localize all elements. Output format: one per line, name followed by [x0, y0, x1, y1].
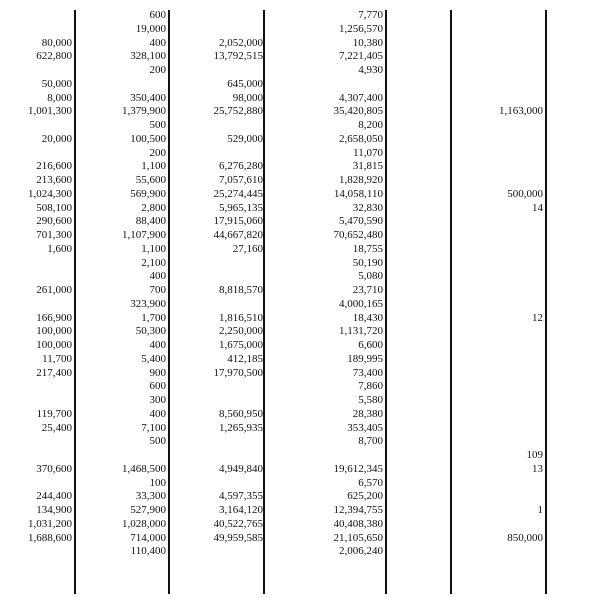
table-cell: 4,307,400 [339, 91, 383, 104]
table-cell: 500 [149, 119, 166, 131]
table-row [0, 202, 600, 216]
table-cell: 166,900 [36, 311, 72, 324]
table-row [0, 50, 600, 64]
table-cell: 508,100 [36, 201, 72, 214]
table-cell: 645,000 [227, 77, 263, 90]
table-cell: 5,580 [358, 394, 383, 406]
table-row [0, 37, 600, 51]
table-cell: 50,000 [41, 77, 72, 90]
table-cell [170, 394, 263, 408]
table-cell [450, 174, 543, 188]
table-cell: 8,818,570 [219, 284, 263, 296]
table-cell [0, 64, 72, 78]
table-cell [450, 325, 543, 339]
table-row [0, 339, 600, 353]
table-cell: 11,700 [42, 352, 72, 365]
table-cell: 40,522,765 [213, 517, 263, 530]
table-cell [0, 435, 72, 449]
table-cell [80, 449, 166, 463]
table-cell: 3,164,120 [219, 504, 263, 516]
table-cell: 350,400 [130, 91, 166, 104]
table-cell: 2,800 [141, 201, 166, 214]
table-cell: 2,658,050 [339, 132, 383, 145]
table-cell [450, 119, 543, 133]
table-cell: 12,394,755 [333, 504, 383, 516]
table-cell: 8,200 [358, 119, 383, 131]
table-cell: 31,815 [352, 160, 383, 173]
table-cell: 300 [149, 394, 166, 406]
table-cell [170, 435, 263, 449]
table-cell: 33,300 [135, 490, 166, 503]
table-cell [170, 270, 263, 284]
table-cell [0, 257, 72, 271]
table-cell: 18,755 [352, 242, 383, 255]
table-cell: 14 [532, 201, 543, 214]
table-cell [0, 477, 72, 491]
table-cell [0, 9, 72, 23]
table-row [0, 64, 600, 78]
table-cell: 109 [526, 449, 543, 461]
table-row [0, 257, 600, 271]
table-cell: 400 [149, 339, 166, 351]
table-row [0, 518, 600, 532]
table-row [0, 243, 600, 257]
table-cell [450, 518, 543, 532]
table-cell: 100 [149, 476, 166, 489]
table-cell: 27,160 [232, 242, 263, 255]
table-cell: 32,830 [352, 201, 383, 214]
table-cell: 50,190 [352, 256, 383, 269]
table-cell [170, 298, 263, 312]
table-cell: 1,828,920 [339, 174, 383, 186]
table-cell: 35,420,805 [333, 105, 383, 118]
table-cell: 500,000 [507, 187, 543, 200]
table-cell [268, 78, 383, 92]
table-cell: 850,000 [507, 531, 543, 544]
table-cell: 328,100 [130, 50, 166, 63]
table-cell: 2,100 [141, 256, 166, 269]
table-cell: 20,000 [41, 132, 72, 145]
table-cell [170, 64, 263, 78]
table-cell [450, 23, 543, 37]
table-cell: 1,379,900 [122, 105, 166, 118]
table-cell: 7,221,405 [339, 50, 383, 63]
table-cell [450, 408, 543, 422]
table-cell: 49,959,585 [213, 531, 263, 544]
table-cell: 19,612,345 [333, 462, 383, 475]
table-cell: 12 [532, 311, 543, 324]
table-row [0, 422, 600, 436]
table-cell: 600 [149, 380, 166, 393]
table-cell: 189,995 [347, 352, 383, 365]
table-cell: 2,052,000 [219, 36, 263, 49]
table-row [0, 408, 600, 422]
table-cell: 1,100 [141, 242, 166, 255]
table-cell: 353,405 [347, 421, 383, 434]
table-cell: 110,400 [130, 545, 166, 558]
table-cell: 244,400 [36, 490, 72, 503]
table-cell: 5,965,135 [219, 201, 263, 214]
table-row [0, 367, 600, 381]
table-cell: 1,688,600 [28, 531, 72, 544]
table-cell: 70,652,480 [333, 229, 383, 241]
table-cell: 55,600 [135, 174, 166, 186]
table-cell: 529,000 [227, 132, 263, 145]
table-cell: 134,900 [36, 504, 72, 516]
table-cell: 622,800 [36, 50, 72, 63]
table-row [0, 119, 600, 133]
table-row [0, 353, 600, 367]
table-cell [0, 449, 72, 463]
table-cell: 6,570 [358, 476, 383, 489]
table-row [0, 105, 600, 119]
table-cell: 1,031,200 [28, 517, 72, 530]
table-row [0, 78, 600, 92]
table-cell [450, 298, 543, 312]
table-cell [170, 449, 263, 463]
table-row [0, 215, 600, 229]
table-cell [0, 380, 72, 394]
table-row [0, 9, 600, 23]
table-cell [170, 257, 263, 271]
table-cell: 370,600 [36, 462, 72, 475]
table-cell [450, 394, 543, 408]
table-cell: 261,000 [36, 284, 72, 296]
table-cell: 200 [149, 64, 166, 76]
table-cell: 714,000 [130, 531, 166, 544]
table-cell [450, 92, 543, 106]
table-row [0, 394, 600, 408]
table-cell [170, 147, 263, 161]
table-cell: 1,100 [141, 160, 166, 173]
table-cell: 73,400 [352, 366, 383, 379]
table-cell: 217,400 [36, 366, 72, 379]
table-cell: 4,949,840 [219, 462, 263, 475]
table-cell: 1,028,000 [122, 517, 166, 530]
table-cell: 5,080 [358, 270, 383, 283]
table-cell: 200 [149, 146, 166, 159]
table-cell: 6,276,280 [219, 160, 263, 173]
table-cell: 700 [149, 284, 166, 296]
table-cell: 100,000 [36, 325, 72, 338]
table-cell: 17,970,500 [213, 366, 263, 379]
table-cell: 80,000 [41, 36, 72, 49]
table-cell [450, 545, 543, 559]
table-row [0, 325, 600, 339]
table-cell [450, 78, 543, 92]
table-cell: 1,024,300 [28, 187, 72, 200]
table-cell: 13,792,515 [213, 50, 263, 63]
table-row [0, 449, 600, 463]
table-cell: 25,274,445 [213, 187, 263, 200]
table-cell: 1,001,300 [28, 105, 72, 118]
table-cell [0, 270, 72, 284]
table-cell [268, 449, 383, 463]
table-cell: 1,163,000 [499, 105, 543, 118]
table-cell: 625,200 [347, 490, 383, 503]
table-cell [450, 270, 543, 284]
table-cell: 11,070 [353, 146, 383, 159]
table-cell: 4,930 [358, 64, 383, 76]
table-cell: 2,250,000 [219, 325, 263, 338]
table-cell: 216,600 [36, 160, 72, 173]
table-row [0, 188, 600, 202]
table-cell: 1,700 [141, 311, 166, 324]
table-cell [450, 435, 543, 449]
table-cell: 1 [537, 504, 543, 516]
table-cell: 19,000 [135, 22, 166, 35]
table-cell [80, 78, 166, 92]
table-row [0, 229, 600, 243]
table-row [0, 463, 600, 477]
table-cell [450, 367, 543, 381]
table-cell: 400 [149, 36, 166, 49]
table-cell: 412,185 [227, 352, 263, 365]
table-cell [450, 477, 543, 491]
table-row [0, 160, 600, 174]
table-cell [170, 23, 263, 37]
table-cell: 290,600 [36, 215, 72, 228]
table-cell: 100,500 [130, 132, 166, 145]
table-cell: 28,380 [352, 407, 383, 420]
table-cell: 323,900 [130, 297, 166, 310]
table-cell: 13 [532, 462, 543, 475]
table-row [0, 490, 600, 504]
table-cell: 5,470,590 [339, 215, 383, 228]
table-cell [0, 147, 72, 161]
table-cell: 7,100 [141, 421, 166, 434]
table-cell: 701,300 [36, 229, 72, 241]
table-cell: 14,058,110 [333, 187, 383, 200]
table-cell: 1,256,570 [339, 22, 383, 35]
table-cell: 1,107,900 [122, 229, 166, 241]
table-cell: 50,300 [135, 325, 166, 338]
table-cell: 400 [149, 270, 166, 283]
table-row [0, 23, 600, 37]
table-cell: 17,915,060 [213, 215, 263, 228]
table-cell: 500 [149, 435, 166, 448]
table-row [0, 532, 600, 546]
table-cell [450, 243, 543, 257]
table-cell: 2,006,240 [339, 545, 383, 558]
table-cell: 569,900 [130, 187, 166, 200]
table-cell: 4,597,355 [219, 490, 263, 503]
table-cell: 7,770 [358, 9, 383, 21]
table-cell: 1,675,000 [219, 339, 263, 351]
table-row [0, 477, 600, 491]
table-cell: 98,000 [232, 91, 263, 104]
table-cell [170, 9, 263, 23]
table-cell [450, 215, 543, 229]
table-cell: 7,860 [358, 380, 383, 393]
table-cell: 1,816,510 [219, 311, 263, 324]
table-cell: 4,000,165 [339, 297, 383, 310]
table-cell: 40,408,380 [333, 517, 383, 530]
table-cell: 7,057,610 [219, 174, 263, 186]
table-cell: 8,000 [47, 91, 72, 104]
table-cell [450, 160, 543, 174]
table-cell: 5,400 [141, 352, 166, 365]
table-cell [450, 50, 543, 64]
table-cell: 18,430 [352, 311, 383, 324]
table-row [0, 147, 600, 161]
table-cell [450, 9, 543, 23]
table-row [0, 298, 600, 312]
table-row [0, 92, 600, 106]
table-cell [450, 229, 543, 243]
table-cell: 1,600 [47, 242, 72, 255]
table-row [0, 174, 600, 188]
table-row [0, 545, 600, 559]
table-cell: 8,560,950 [219, 407, 263, 420]
table-cell: 213,600 [36, 174, 72, 186]
table-cell: 44,667,820 [213, 229, 263, 241]
table-row [0, 312, 600, 326]
table-cell [0, 545, 72, 559]
table-cell [0, 119, 72, 133]
table-cell [450, 353, 543, 367]
table-cell: 6,600 [358, 339, 383, 351]
table-cell: 10,380 [352, 36, 383, 49]
table-cell: 1,468,500 [122, 462, 166, 475]
table-cell: 88,400 [135, 215, 166, 228]
table-row [0, 380, 600, 394]
table-row [0, 270, 600, 284]
table-cell: 527,900 [130, 504, 166, 516]
table-cell [450, 284, 543, 298]
table-row [0, 284, 600, 298]
table-cell: 25,752,880 [213, 105, 263, 118]
table-cell [0, 394, 72, 408]
table-cell [450, 133, 543, 147]
table-cell [450, 147, 543, 161]
table-cell [450, 380, 543, 394]
table-cell [450, 257, 543, 271]
table-cell [450, 339, 543, 353]
table-cell [170, 477, 263, 491]
table-cell: 900 [149, 366, 166, 379]
table-cell: 100,000 [36, 339, 72, 351]
table-cell: 8,700 [358, 435, 383, 448]
table-cell: 600 [149, 9, 166, 21]
table-cell [450, 64, 543, 78]
table-cell: 25,400 [41, 421, 72, 434]
table-cell: 1,265,935 [219, 421, 263, 434]
table-cell: 21,105,650 [333, 531, 383, 544]
table-cell [0, 298, 72, 312]
table-cell: 400 [149, 407, 166, 420]
table-cell [170, 545, 263, 559]
table-row [0, 504, 600, 518]
data-table [0, 9, 600, 559]
table-cell [450, 422, 543, 436]
table-cell: 119,700 [36, 407, 72, 420]
table-cell: 23,710 [352, 284, 383, 296]
table-cell: 1,131,720 [339, 325, 383, 338]
table-row [0, 435, 600, 449]
table-cell [170, 380, 263, 394]
table-cell [0, 23, 72, 37]
table-cell [170, 119, 263, 133]
table-cell [450, 490, 543, 504]
table-row [0, 133, 600, 147]
table-cell [450, 37, 543, 51]
